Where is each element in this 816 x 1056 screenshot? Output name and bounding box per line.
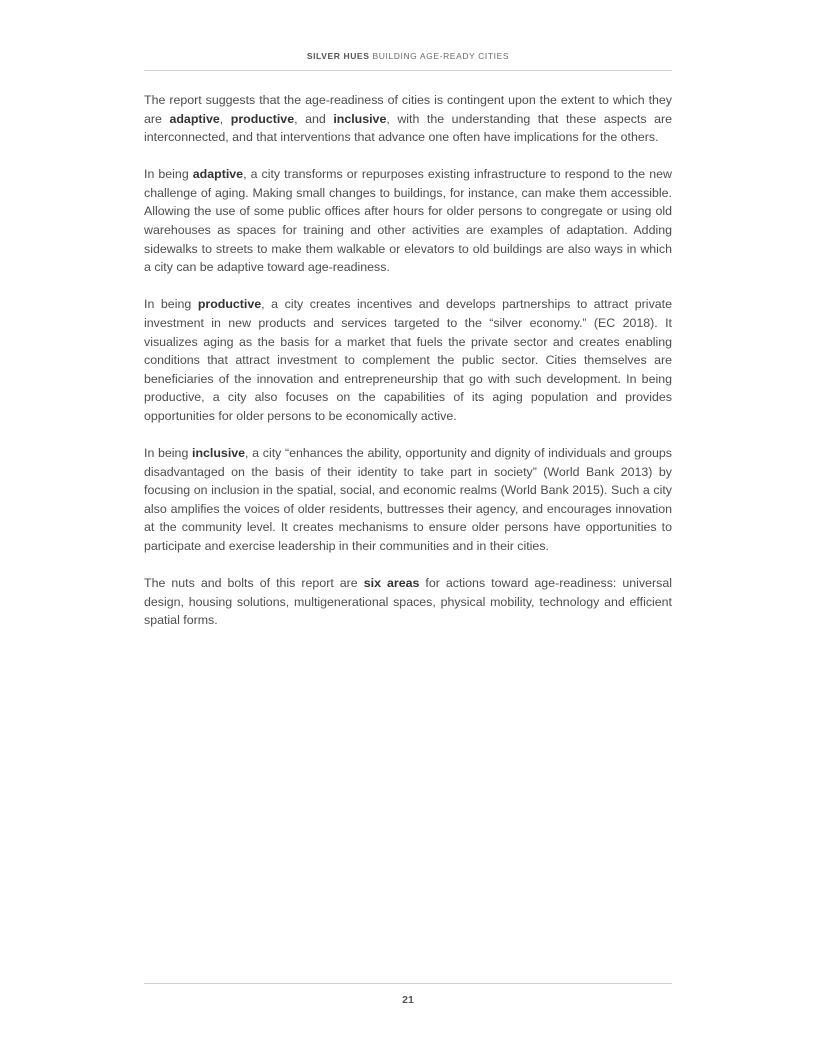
running-header (144, 46, 672, 71)
text-segment: , and (294, 111, 334, 126)
text-segment: The nuts and bolts of this report are (144, 576, 364, 591)
keyword-adaptive: adaptive (169, 111, 220, 126)
text-segment: , (219, 111, 231, 126)
keyword-productive: productive (230, 111, 295, 126)
paragraph-productive (144, 295, 672, 425)
body-text (144, 91, 672, 648)
page-number: 21 (402, 994, 414, 1006)
keyword-inclusive: inclusive (192, 446, 246, 460)
text-segment: , with the understanding that these aspects are interconnected, and that interventions that advance one often have implications for the others. (144, 111, 672, 145)
report-title: SILVER HUES (306, 51, 370, 61)
text-segment: In being (144, 446, 193, 460)
report-subtitle: BUILDING AGE-READY CITIES (369, 51, 510, 61)
text-segment: In being (144, 297, 198, 312)
text-segment: In being (144, 167, 193, 182)
text-segment: , a city “enhances the ability, opportunity and dignity of individuals and groups disadvantaged on the basis of their identity to take part in society” (World Bank 2013) by focusing on inclusion in the spatial, social, and economic realms (World Bank 2015). Such a city also amplifies the voices of older residents, buttresses their agency, and encourages innovation at the community level. It creates mechanisms to ensure older persons have opportunities to participate and exercise leadership in their communities and in their cities. (144, 446, 672, 553)
keyword-inclusive: inclusive (333, 111, 387, 126)
paragraph-adaptive (144, 165, 672, 277)
page-footer (144, 983, 672, 1006)
paragraph-six-areas (144, 574, 672, 630)
text-segment: for actions toward age-readiness: universal design, housing solutions, multigenerational spaces, physical mobility, technology and efficient spatial forms. (144, 576, 672, 628)
text-segment: , a city creates incentives and develops partnerships to attract private investment in new products and services targeted to the “silver economy.” (EC 2018). It visualizes aging as the basis for a market that fuels the private sector and creates enabling conditions that attract investment to complement the public sector. Cities themselves are beneficiaries of the innovation and entrepreneurship that go with such development. In being productive, a city also focuses on the capabilities of its aging population and provides opportunities for older persons to be economically active. (144, 297, 672, 423)
paragraph-inclusive (144, 444, 672, 556)
text-segment: The report suggests that the age-readiness of cities is contingent upon the extent to which they are (144, 93, 672, 126)
paragraph-intro (144, 91, 672, 147)
keyword-six-areas: six areas (363, 576, 420, 591)
running-header-text (307, 51, 509, 61)
text-segment: , a city transforms or repurposes existing infrastructure to respond to the new challenge of aging. Making small changes to buildings, for instance, can make them accessible. Allowing the use of some public offices after hours for older persons to congregate or using old warehouses as spaces for training and other activities are examples of adaptation. Adding sidewalks to streets to make them walkable or elevators to old buildings are also ways in which a city can be adaptive toward age-readiness. (144, 167, 672, 275)
keyword-adaptive: adaptive (192, 167, 244, 182)
keyword-productive: productive (197, 297, 262, 312)
